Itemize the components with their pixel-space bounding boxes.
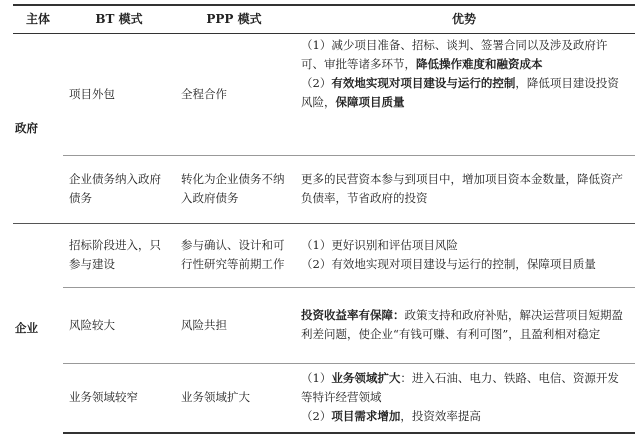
advantage-paragraph [301,74,629,112]
bt-cell: 项目外包 [69,86,115,101]
header-bt: BT 模式 [63,5,175,33]
advantage-cell [293,363,635,433]
advantage-paragraph [301,255,629,274]
advantage-text: （2）有效地实现对项目建设与运行的控制，保障项目质量 [301,257,596,271]
ppp-cell: 风险共担 [175,287,293,363]
ppp-cell: 转化为企业债务不纳入政府债务 [175,155,293,223]
bt-cell: 业务领域较窄 [63,363,175,433]
table-row [13,287,635,363]
ppp-cell: 全程合作 [181,86,227,101]
subject-government: 政府 [15,120,38,135]
advantage-text: 更多的民营资本参与到项目中，增加项目资本金数量，降低资产负债率，节省政府的投资 [301,172,623,205]
table-row [13,33,635,155]
advantage-cell [293,155,635,223]
advantage-cell [293,287,635,363]
ppp-cell: 参与确认、设计和可行性研究等前期工作 [175,223,293,287]
bt-cell: 企业债务纳入政府债务 [63,155,175,223]
table-header-row [13,5,635,33]
header-ppp: PPP 模式 [175,5,293,33]
advantage-text: （1） [301,371,332,386]
table-row [13,223,635,287]
advantage-text: （1）更好识别和评估项目风险 [301,238,458,252]
advantage-paragraph [301,36,629,74]
header-advantage: 优势 [293,5,635,33]
header-subject: 主体 [13,5,63,33]
comparison-table-frame [13,4,635,434]
advantage-cell [293,33,635,155]
advantage-text: ：进入石油、电力、铁路、电信、资源开发等特许经营领域 [301,371,619,405]
advantage-emphasis: 有效地实现对项目建设与运行的控制 [331,75,516,90]
bt-cell: 风险较大 [63,287,175,363]
advantage-emphasis: 项目需求增加 [331,409,401,424]
subject-enterprise: 企业 [13,223,63,433]
bt-cell: 招标阶段进入，只参与建设 [63,223,175,287]
advantage-text: （2） [301,409,332,424]
advantage-text: 政策支持和政府补贴，解决运营项目短期盈利差问题，使企业“有钱可赚、有利可图”，且盈利相对稳定 [301,308,623,341]
advantage-paragraph [301,407,629,426]
advantage-paragraph [301,306,629,344]
advantage-emphasis: 降低操作难度和融资成本 [416,56,543,71]
advantage-text: （1）减少项目准备、招标、谈判、签署合同以及涉及政府许可、审批等诸多环节， [301,37,608,71]
advantage-text: （2） [301,75,332,90]
bt-ppp-comparison-table [13,4,635,434]
advantage-emphasis: 业务领域扩大 [331,371,401,386]
table-row [13,155,635,223]
advantage-paragraph [301,170,629,208]
advantage-emphasis: 投资收益率有保障： [301,308,405,322]
advantage-paragraph [301,369,629,407]
advantage-text: ，投资效率提高 [400,409,481,424]
advantage-emphasis: 保障项目质量 [335,94,405,109]
advantage-text: ，降低项目建设投资风险， [301,75,619,109]
advantage-cell [293,223,635,287]
advantage-paragraph [301,236,629,255]
table-row [13,363,635,433]
ppp-cell: 业务领域扩大 [175,363,293,433]
